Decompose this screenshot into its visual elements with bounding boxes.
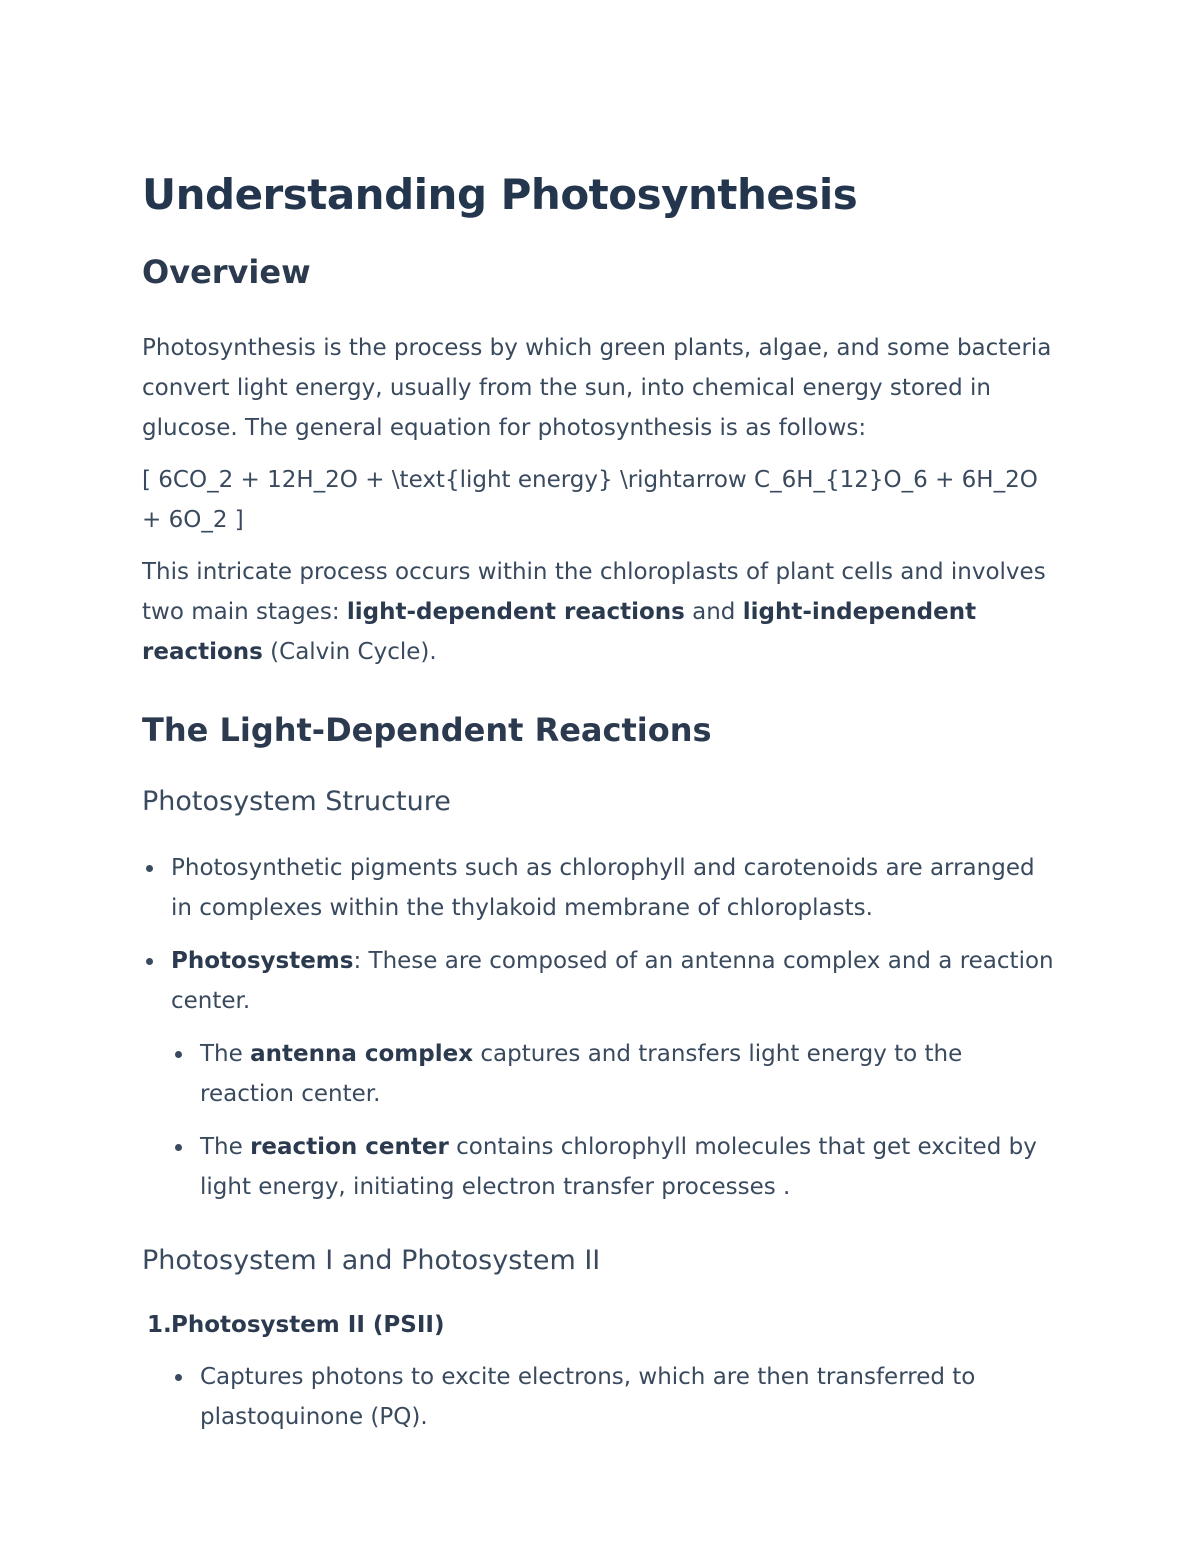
pigments-bullet-text: Photosynthetic pigments such as chlorophyll and carotenoids are arranged in complexes within the thylakoid membrane of chloroplasts.	[171, 855, 1035, 921]
photosystem-i-ii-heading: Photosystem I and Photosystem II	[142, 1245, 601, 1276]
photosystems-term: Photosystems	[171, 948, 354, 974]
list-item	[142, 848, 1062, 928]
page-title: Understanding Photosynthesis	[142, 170, 858, 219]
stages-text-and: and	[684, 599, 743, 625]
list-item	[171, 1127, 1062, 1207]
reaction-center-term: reaction center	[250, 1134, 449, 1160]
equation-paragraph: [ 6CO_2 + 12H_2O + \text{light energy} \rightarrow C_6H_{12}O_6 + 6H_2O + 6O_2 ]	[142, 467, 1038, 533]
list-number: 1.	[147, 1312, 172, 1338]
list-item	[171, 1357, 1062, 1437]
photosystems-numbered-list	[142, 1305, 1062, 1437]
light-dependent-heading: The Light-Dependent Reactions	[142, 711, 712, 749]
stage-light-dependent: light-dependent reactions	[346, 599, 685, 625]
list-item	[171, 1034, 1062, 1114]
antenna-complex-term: antenna complex	[250, 1041, 474, 1067]
stage-light-independent: light-independent reactions	[142, 599, 977, 665]
stages-text-before: This intricate process occurs within the chloroplasts of plant cells and involves two main stages:	[142, 559, 1046, 625]
antenna-prefix: The	[200, 1041, 251, 1067]
reaction-center-prefix: The	[200, 1134, 251, 1160]
document-page	[142, 164, 1062, 1450]
psii-title: Photosystem II (PSII)	[171, 1312, 445, 1338]
psii-bullet-text: Captures photons to excite electrons, which are then transferred to plastoquinone (PQ).	[200, 1364, 976, 1430]
structure-bullet-list	[142, 848, 1062, 1207]
psii-sub-list	[171, 1357, 1062, 1437]
photosystems-sub-list	[171, 1034, 1062, 1207]
photosystems-bullet-text: : These are composed of an antenna complex and a reaction center.	[171, 948, 1054, 1014]
antenna-bullet-text: captures and transfers light energy to the reaction center.	[200, 1041, 963, 1107]
overview-intro-paragraph: Photosynthesis is the process by which green plants, algae, and some bacteria convert light energy, usually from the sun, into chemical energy stored in glucose. The general equation for photosynthesis is as follows:	[142, 335, 1052, 441]
stages-paragraph	[142, 552, 1062, 672]
list-item	[142, 941, 1062, 1207]
stages-text-after: (Calvin Cycle).	[262, 639, 437, 665]
list-item	[142, 1305, 1062, 1437]
overview-heading: Overview	[142, 253, 311, 291]
reaction-center-bullet-text: contains chlorophyll molecules that get excited by light energy, initiating electron transfer processes .	[200, 1134, 1037, 1200]
photosystem-structure-heading: Photosystem Structure	[142, 786, 451, 817]
